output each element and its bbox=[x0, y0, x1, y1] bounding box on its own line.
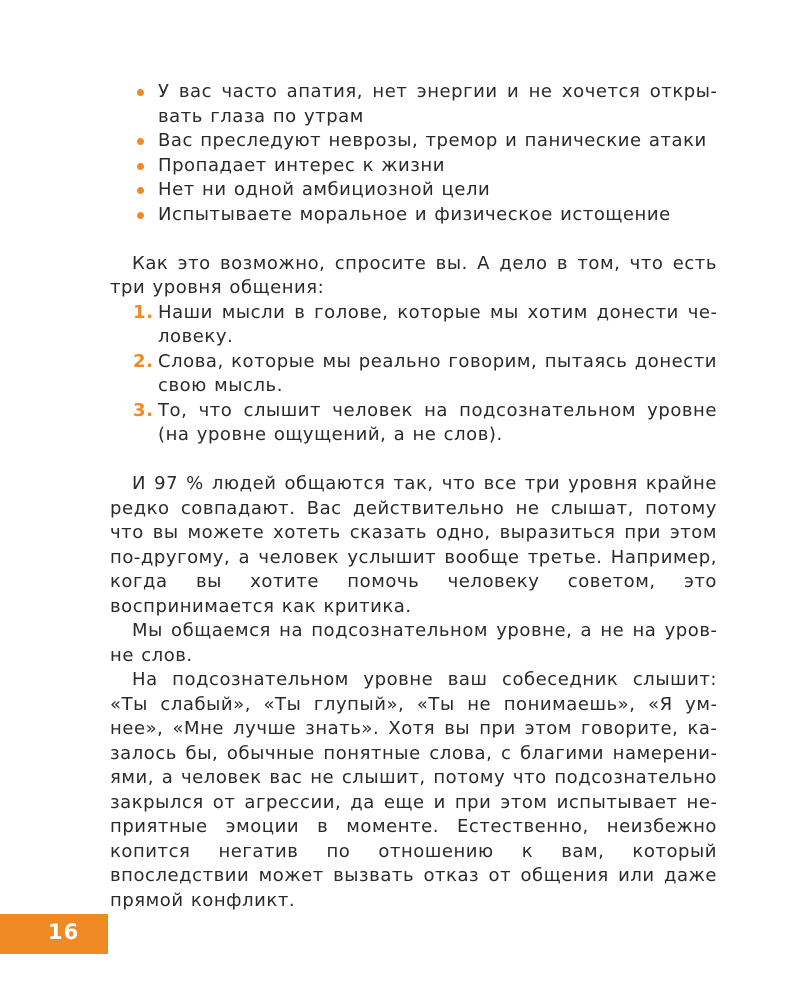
list-item-text: Наши мысли в голове, которые мы хотим донести человеку. bbox=[158, 301, 717, 347]
body-paragraph: И 97 % людей общаются так, что все три уровня крайне редко совпадают. Вас действительно не слышат, потому что вы можете хотеть сказать одно, выразиться при этом по-другому, а человек услышит вообще третье. Например, когда вы хотите помочь человеку советом, это воспринимается как критика. bbox=[110, 473, 717, 617]
page-number-badge bbox=[0, 914, 108, 954]
list-item-text: То, что слышит человек на подсознательном уровне (на уровне ощущений, а не слов). bbox=[158, 399, 717, 445]
page-number: 16 bbox=[48, 920, 80, 944]
list-item: Вас преследуют неврозы, тремор и панические атаки bbox=[110, 129, 717, 154]
list-item bbox=[110, 399, 717, 448]
symptom-list bbox=[110, 80, 717, 227]
list-item: Испытываете моральное и физическое истощение bbox=[110, 203, 717, 228]
page-content bbox=[110, 80, 717, 913]
list-item-text: Слова, которые мы реально говорим, пытаясь донести свою мысль. bbox=[158, 350, 717, 396]
list-number: 2. bbox=[133, 350, 154, 372]
communication-levels-list bbox=[110, 301, 717, 448]
intro-paragraph: Как это возможно, спросите вы. А дело в том, что есть три уровня общения: bbox=[110, 252, 717, 298]
list-item bbox=[110, 350, 717, 399]
list-item: Пропадает интерес к жизни bbox=[110, 154, 717, 179]
body-paragraph: Мы общаемся на подсознательном уровне, а не на уровне слов. bbox=[110, 620, 717, 666]
list-item: Нет ни одной амбициозной цели bbox=[110, 178, 717, 203]
list-number: 1. bbox=[133, 301, 154, 323]
list-item: У вас часто апатия, нет энергии и не хочется открывать глаза по утрам bbox=[110, 80, 717, 129]
spacer bbox=[110, 448, 717, 473]
list-number: 3. bbox=[133, 399, 154, 421]
list-item bbox=[110, 301, 717, 350]
body-paragraph: На подсознательном уровне ваш собеседник слышит: «Ты слабый», «Ты глупый», «Ты не понимаешь», «Я умнее», «Мне лучше знать». Хотя вы при этом говорите, казалось бы, обычные понятные слова, с благими намерениями, а человек вас не слышит, потому что подсознательно закрылся от агрессии, да еще и при этом испытывает неприятные эмоции в моменте. Естественно, неизбежно копится негатив по отношению к вам, который впоследствии может вызвать отказ от общения или даже прямой конфликт. bbox=[110, 669, 717, 911]
spacer bbox=[110, 227, 717, 252]
